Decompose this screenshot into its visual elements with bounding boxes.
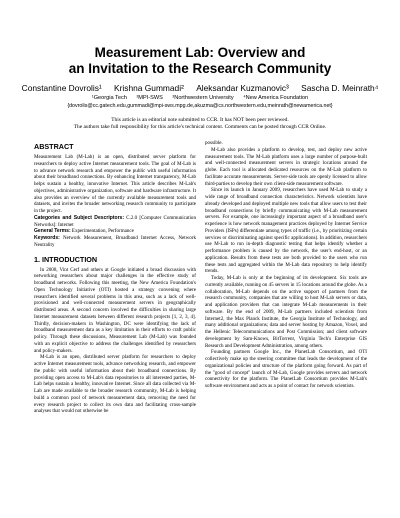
keywords-label: Keywords:: [34, 235, 60, 241]
general-terms-text: Experimentation, Performance: [71, 228, 134, 235]
abstract-text: Measurement Lab (M-Lab) is an open, distributed server platform for researchers to deploy active Internet measurement tools. The goal of M-Lab is to advance network research and empower the public with useful information about their broadband connections. By enhancing Internet transparency, M-Lab helps sustain a healthy, innovative Internet. This article describes M-Lab's objectives, administrative organization, software and hardware infrastructure. It also provides an overview of the currently available measurement tools and datasets, and invites the broader networking research community to participate in the project.: [34, 154, 196, 214]
paper-title: [0, 45, 400, 77]
notice-line-1: This article is an editorial note submitted to CCR. It has NOT been peer reviewed.: [111, 117, 289, 123]
affiliation-1: ¹Georgia Tech: [91, 95, 127, 101]
editorial-notice: [0, 117, 400, 131]
keywords: [34, 235, 196, 249]
intro-paragraph-2: M-Lab is an open, distributed server platform for researchers to deploy active Internet measurement tools, advance networking research, and empower the public with useful information about their broadband connections. By providing open access to M-Lab's data repositories to all interested parties, M-Lab helps sustain a healthy, innovative Internet. Since all data collected via M-Lab are made available to the broader research community, M-Lab is helping build a common pool of network measurement data, removing the need for every research project to collect its own data and facilitating cross-sample analyses that would not otherwise be: [34, 354, 196, 415]
categories-label: Categories and Subject Descriptors:: [34, 214, 125, 221]
author-3: Aleksandar Kuzmanovic³: [196, 83, 289, 93]
categories-text: C.2.0 [Computer Communication Networks]: Internet: [34, 214, 196, 228]
affiliation-4: ⁴New America Foundation: [243, 95, 309, 101]
title-line-1: Measurement Lab: Overview and: [94, 45, 306, 60]
right-paragraph-4: Founding partners Google Inc., the PlanetLab Consortium, and OTI collectively make up the steering committee that leads the development of the organizational policies and structure of the platform going forward. As part of the "good of concept" launch of M-Lab, Google provides servers and network connectivity for the platform. The PlanetLab Consortium provides M-Lab's software environment and acts as a point of contact for network scientists.: [205, 349, 367, 389]
author-2: Krishna Gummadi²: [114, 83, 184, 93]
author-4: Sascha D. Meinrath⁴: [301, 83, 379, 93]
notice-line-2: The authors take full responsibility for this article's technical content. Comments can be posted through CCR Online.: [73, 124, 327, 130]
abstract-heading: ABSTRACT: [34, 142, 74, 151]
right-column: [205, 140, 367, 390]
right-paragraph-1: M-Lab also provides a platform to develop, test, and deploy new active measurement tools. The M-Lab platform uses a large number of purpose-built and well-connected measurement servers in strategic locations around the globe. Each tool is allocated dedicated resources on the M-Lab platform to facilitate accurate measurements. Server-side tools are openly licensed to allow third-parties to develop their own client-side measurement software.: [205, 146, 367, 187]
keywords-text: Network Measurement, Broadband Internet Access, Network Neutrality: [34, 235, 196, 248]
title-line-2: an Invitation to the Research Community: [68, 61, 332, 76]
author-1: Constantine Dovrolis¹: [21, 83, 102, 93]
author-list: [0, 83, 400, 93]
intro-paragraph-1: In 2008, Vint Cerf and others at Google initiated a broad discussion with networking researchers about major challenges in the effective study of broadband networks. Following this meeting, the New America Foundation's Open Technology Initiative (OTI) hosted a strategy convening where researchers identified several problems in this area, such as a lack of well-provisioned and well-connected measurement servers in geographically distributed areas. A second concern involved the difficulties in sharing large Internet measurement datasets between different research projects [1, 2, 3, 4]. Thirdly, decision-makers in Washington, DC were identifying the lack of broadband measurement data as a key limitation in their efforts to craft public policy. Through these discussions, Measurement Lab (M-Lab) was founded with an explicit objective to address the challenges identified by researchers and policy-makers.: [34, 266, 196, 354]
right-paragraph-2: Since its launch in January 2009, researchers have used M-Lab to study a wide range of broadband connection characteristics. Network scientists have already developed and deployed multiple new tools that allow users to test their broadband connections by briefly communicating with M-Lab measurement servers. For example, one increasingly important aspect of a broadband user's experience is how network management practices deployed by Internet Service Providers (ISPs) differentiate among types of traffic (i.e., by prioritizing certain services or discriminating against specific applications). In addition, researchers use M-Lab to run in-depth diagnostic testing that helps identify whether a performance problem is caused by the network, the user's end-host, or an application. Results from these tests are both provided to the users who run these tests and aggregated within the M-Lab data repository to help identify trends.: [205, 187, 367, 275]
affiliation-list: [0, 95, 400, 102]
left-column: [34, 142, 196, 415]
author-emails: {dovrolis@cc.gatech.edu,gummadi@mpi-sws.mpg.de,akuzma@cs.northwestern.edu,meinrath@newamerica.net}: [67, 103, 333, 109]
right-paragraph-3: Today, M-Lab is only at the beginning of its development. Six tools are currently available, running on 45 servers in 15 locations around the globe. As a collaboration, M-Lab depends on the active support of partners from the research community, companies that are willing to host M-Lab servers or data, and application providers that can integrate M-Lab measurements in their software. By the end of 2009, M-Lab partners included scientists from Internet2, the Max Planck Institute, the Georgia Institute of Technology, and many additional organizations; data and server hosting by Amazon, Voxel, and the Hellenic Telecommunications and Post Commission; and client software development by Sam-Knows, BitTorrent, Virginia Tech's Enterprise GIS Research and Development Administration, among others.: [205, 275, 367, 349]
introduction-heading: 1. INTRODUCTION: [34, 254, 98, 264]
affiliation-2: ²MPI-SWS: [136, 95, 163, 101]
general-terms: [34, 228, 196, 235]
affiliation-3: ³Northwestern University: [172, 95, 234, 101]
general-terms-label: General Terms:: [34, 228, 71, 235]
categories: [34, 215, 196, 229]
right-paragraph-continuation: possible.: [205, 140, 223, 146]
